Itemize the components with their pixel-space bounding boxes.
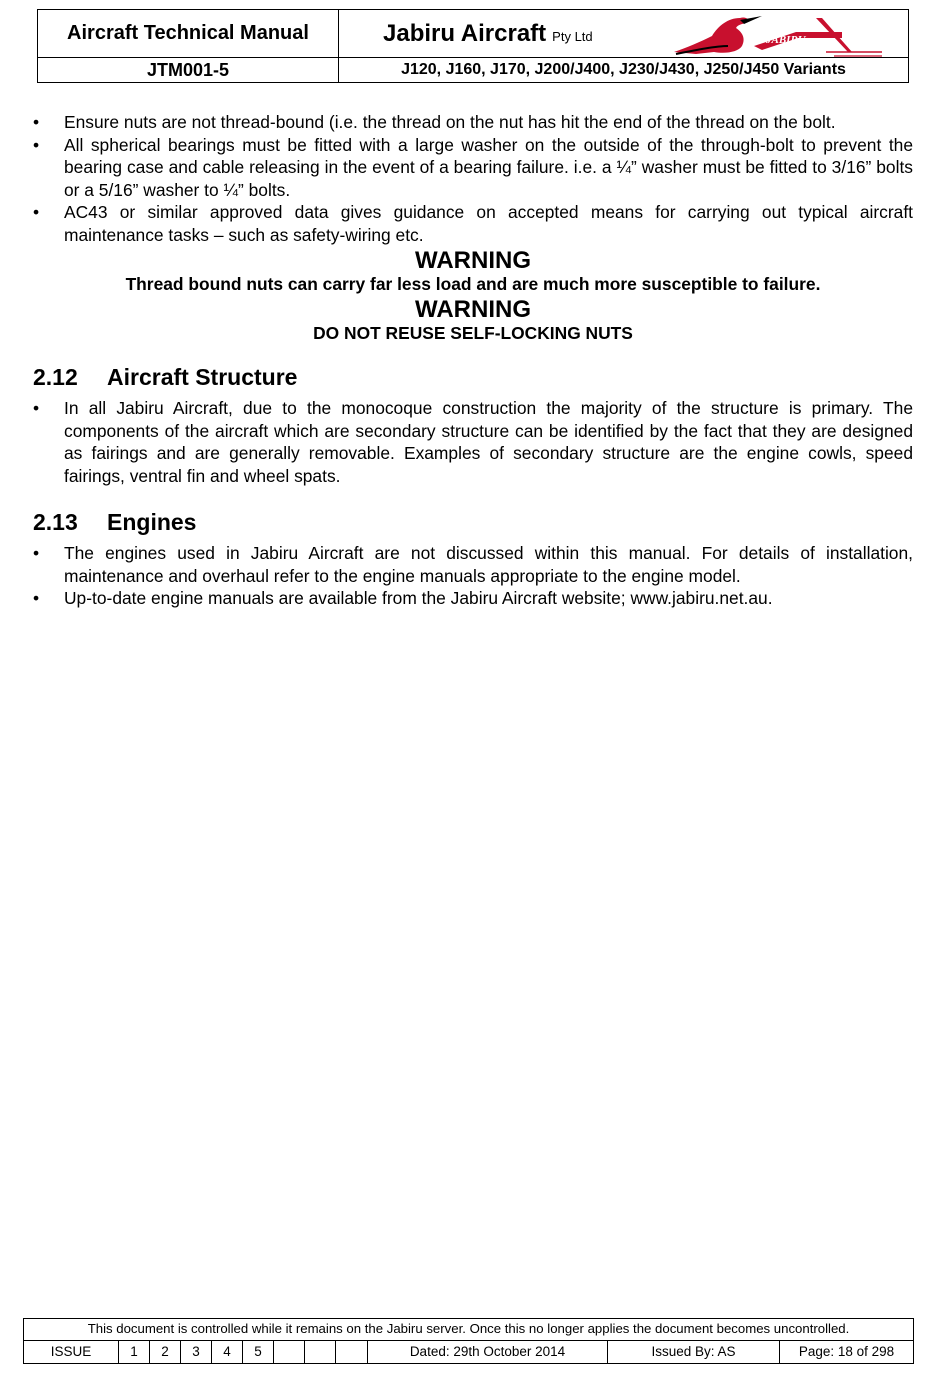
issue-date: Dated: 29th October 2014 [368, 1340, 608, 1363]
list-item-text: Ensure nuts are not thread-bound (i.e. the thread on the nut has hit the end of the thread on the bolt. [64, 112, 836, 132]
bullet-icon: • [33, 112, 40, 132]
bullet-icon: • [33, 588, 40, 608]
issue-row [24, 1340, 913, 1363]
control-notice: This document is controlled while it remains on the Jabiru server. Once this no longer applies the document becomes uncontrolled. [24, 1319, 913, 1341]
engines-list [33, 542, 913, 610]
issued-by: Issued By: AS [608, 1340, 780, 1363]
issue-number [305, 1340, 336, 1363]
list-item [33, 134, 913, 202]
warning-title: WARNING [415, 247, 531, 274]
bullet-icon: • [33, 202, 40, 222]
issue-number: 1 [119, 1340, 150, 1363]
list-item-text: In all Jabiru Aircraft, due to the monocoque construction the majority of the structure is primary. The components of the aircraft which are secondary structure can be identified by the fact that they are designed as fairings and are generally removable. Examples of secondary structure are the engine cowls, speed fairings, ventral fin and wheel spats. [64, 398, 913, 486]
issue-number: 3 [181, 1340, 212, 1363]
list-item [33, 201, 913, 246]
document-header [37, 9, 909, 83]
list-item-text: The engines used in Jabiru Aircraft are not discussed within this manual. For details of installation, maintenance and overhaul refer to the engine manuals appropriate to the engine model. [64, 543, 913, 586]
doc-number: JTM001-5 [38, 58, 339, 82]
aircraft-variants: J120, J160, J170, J200/J400, J230/J430, J250/J450 Variants [401, 61, 846, 78]
list-item [33, 542, 913, 587]
section-title: Aircraft Structure [107, 364, 298, 390]
section-title: Engines [107, 509, 197, 535]
warning-text: DO NOT REUSE SELF-LOCKING NUTS [313, 323, 633, 343]
precaution-list [33, 111, 913, 246]
company-name: Jabiru Aircraft [383, 19, 547, 47]
section-number: 2.13 [33, 509, 78, 535]
bullet-icon: • [33, 543, 40, 563]
list-item [33, 111, 913, 134]
section-heading [33, 507, 913, 537]
warning-text: Thread bound nuts can carry far less load and are much more susceptible to failure. [125, 274, 821, 294]
issue-number [336, 1340, 368, 1363]
list-item-text: All spherical bearings must be fitted with a large washer on the outside of the through-bolt to prevent the bearing case and cable releasing in the event of a bearing failure. i.e. a ¼” washer must be fitted to 3/16” bolts or a 5/16” washer to ¼” bolts. [64, 134, 913, 200]
section-heading [33, 362, 913, 392]
issue-label: ISSUE [24, 1340, 119, 1363]
issue-number: 4 [212, 1340, 243, 1363]
manual-title: Aircraft Technical Manual [38, 10, 339, 58]
list-item-text: Up-to-date engine manuals are available from the Jabiru Aircraft website; www.jabiru.net.au. [64, 588, 773, 608]
list-item-text: AC43 or similar approved data gives guidance on accepted means for carrying out typical aircraft maintenance tasks – such as safety-wiring etc. [64, 202, 913, 245]
bullet-icon: • [33, 134, 40, 155]
company-suffix: Pty Ltd [552, 29, 593, 44]
issue-number: 2 [150, 1340, 181, 1363]
page-number: Page: 18 of 298 [798, 1344, 895, 1359]
structure-list [33, 397, 913, 487]
list-item [33, 397, 913, 487]
logo-text: JABIRU [766, 34, 806, 46]
warning-title: WARNING [415, 296, 531, 323]
document-footer [23, 1318, 914, 1364]
issue-number [274, 1340, 305, 1363]
jabiru-logo [666, 12, 886, 58]
section-number: 2.12 [33, 364, 78, 390]
bullet-icon: • [33, 398, 40, 418]
list-item [33, 587, 913, 610]
bird-beak [740, 16, 762, 24]
issue-number: 5 [243, 1340, 274, 1363]
page-content [33, 111, 913, 610]
